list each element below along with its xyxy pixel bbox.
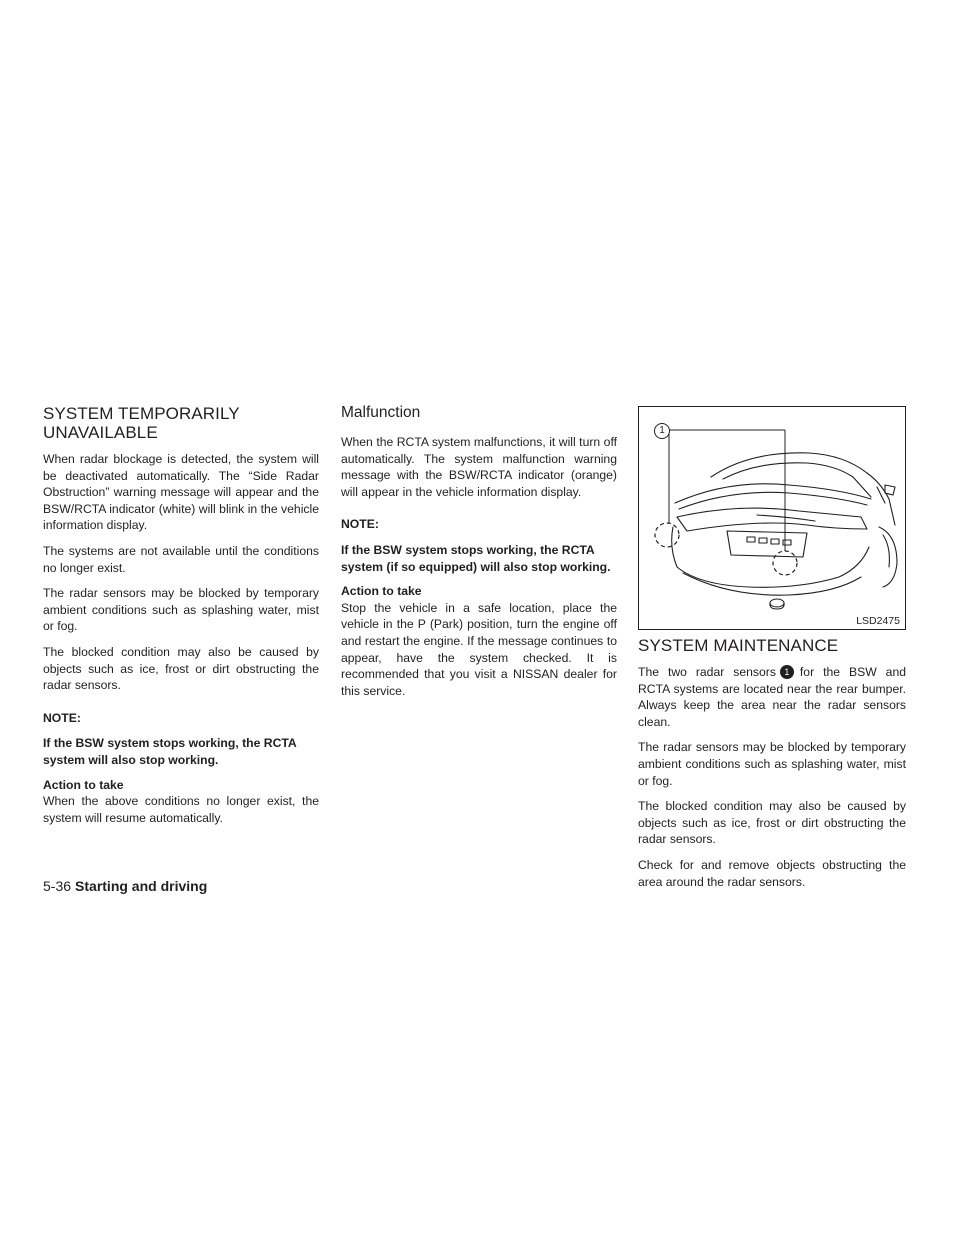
right-sensor-marker (773, 551, 797, 575)
section-title: Starting and driving (75, 878, 208, 894)
paragraph: The systems are not available until the conditions no longer exist. (43, 543, 319, 575)
paragraph: The radar sensors may be blocked by temporary ambient conditions such as splashing water, mist or fog. (43, 586, 319, 634)
car-rear-illustration (639, 407, 907, 631)
note-text: If the BSW system stops working, the RCTA system (if so equipped) will also stop working. (341, 542, 611, 574)
heading-line-2: UNAVAILABLE (43, 423, 158, 442)
left-sensor-marker (655, 523, 679, 547)
paragraph: When radar blockage is detected, the system will be deactivated automatically. The “Side Radar Obstruction” warning message will appear and the BSW/RCTA indicator (white) will blink in the vehicle information display. (43, 452, 319, 533)
action-heading: Action to take (43, 777, 124, 792)
paragraph: The radar sensors may be blocked by temporary ambient conditions such as splashing water, mist or fog. (638, 740, 906, 788)
page-footer (43, 877, 207, 895)
paragraph: Check for and remove objects obstructing the area around the radar sensors. (638, 857, 906, 889)
note-label: NOTE: (43, 710, 81, 725)
note-text: If the BSW system stops working, the RCTA system will also stop working. (43, 736, 297, 767)
middle-column (341, 404, 617, 708)
figure-code: LSD2475 (856, 615, 900, 627)
right-column (638, 636, 906, 899)
heading-line-1: SYSTEM TEMPORARILY (43, 404, 240, 423)
radar-sensor-figure (638, 406, 906, 630)
paragraph-text: for the BSW and RCTA systems are located near the rear bumper. Always keep the area near the radar sensors clean. (638, 665, 906, 729)
paragraph: The blocked condition may also be caused by objects such as ice, frost or dirt obstructing the radar sensors. (638, 799, 906, 847)
section-heading-malfunction: Malfunction (341, 404, 421, 421)
action-heading: Action to take (341, 584, 422, 599)
paragraph-text: The two radar sensors (638, 665, 776, 679)
action-text: Stop the vehicle in a safe location, place the vehicle in the P (Park) position, turn the engine off and restart the engine. If the message continues to appear, have the system checked. It is recommended that you visit a NISSAN dealer for this service. (341, 600, 617, 698)
callout-marker: 1 (780, 665, 794, 679)
section-heading-system-maintenance: SYSTEM MAINTENANCE (638, 636, 839, 655)
section-heading-temporarily-unavailable (43, 404, 319, 442)
callout-number: 1 (654, 423, 670, 439)
paragraph: When the RCTA system malfunctions, it will turn off automatically. The system malfunction warning message with the BSW/RCTA indicator (orange) will appear in the vehicle information display. (341, 435, 617, 499)
paragraph: The blocked condition may also be caused by objects such as ice, frost or dirt obstructing the radar sensors. (43, 644, 319, 693)
paragraph (638, 664, 906, 730)
note-label: NOTE: (341, 517, 379, 532)
action-text: When the above conditions no longer exist, the system will resume automatically. (43, 794, 319, 825)
left-column (43, 404, 319, 835)
page-number: 5-36 (43, 878, 72, 894)
